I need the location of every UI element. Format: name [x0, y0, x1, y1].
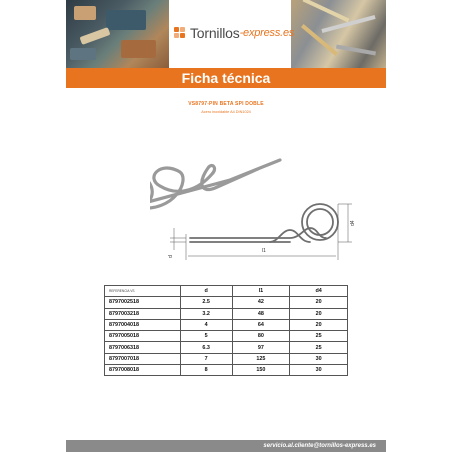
- pin-upper-view: [150, 160, 280, 208]
- table-row: [105, 342, 348, 353]
- cell-reference: 8797003218: [105, 308, 181, 319]
- column-header-d: d: [180, 286, 232, 297]
- header-photo-tools: [66, 0, 169, 68]
- dimension-l1-label: l1: [262, 248, 266, 254]
- technical-drawing: [150, 130, 360, 270]
- table-row: [105, 319, 348, 330]
- cell-reference: 8797005018: [105, 331, 181, 342]
- cell-d: 4: [180, 319, 232, 330]
- cell-d4: 20: [290, 319, 348, 330]
- product-material: Acero inoxidable A4 DIN1024: [201, 110, 251, 114]
- table-row: [105, 353, 348, 364]
- brand-logo: [174, 24, 294, 42]
- cell-reference: 8797004018: [105, 319, 181, 330]
- cell-d: 3.2: [180, 308, 232, 319]
- cell-d4: 25: [290, 331, 348, 342]
- cell-l1: 150: [232, 365, 290, 376]
- header-photo-screws: [291, 0, 386, 68]
- column-header-d4: d4: [290, 286, 348, 297]
- footer-email-link[interactable]: servicio.al.cliente@tornillos-express.es: [263, 443, 376, 449]
- table-row: [105, 297, 348, 308]
- cell-l1: 80: [232, 331, 290, 342]
- cell-l1: 42: [232, 297, 290, 308]
- table-row: [105, 331, 348, 342]
- column-header-reference: REFERENCIA VS: [105, 286, 181, 297]
- cell-d4: 30: [290, 365, 348, 376]
- brand-domain: -express.es: [239, 27, 295, 39]
- dimension-d4-label: d4: [350, 220, 356, 226]
- dimension-d-label: d: [168, 255, 174, 258]
- cell-l1: 64: [232, 319, 290, 330]
- cell-reference: 8797007018: [105, 353, 181, 364]
- cell-d4: 20: [290, 308, 348, 319]
- cell-d: 2.5: [180, 297, 232, 308]
- title-banner: [66, 68, 386, 88]
- dimension-lines: [170, 204, 352, 260]
- cell-d: 5: [180, 331, 232, 342]
- page-title: Ficha técnica: [181, 70, 271, 86]
- table-header-row: [105, 286, 348, 297]
- cell-l1: 125: [232, 353, 290, 364]
- cell-d4: 25: [290, 342, 348, 353]
- cell-d: 6.3: [180, 342, 232, 353]
- brand-name: Tornillos: [190, 25, 240, 41]
- brand-mark-icon: [174, 27, 186, 39]
- cell-d4: 20: [290, 297, 348, 308]
- cell-reference: 8797008018: [105, 365, 181, 376]
- column-header-l1: l1: [232, 286, 290, 297]
- table-row: [105, 308, 348, 319]
- pin-lower-view: [190, 204, 338, 242]
- product-title: VS8797-PIN BETA SPI DOBLE: [188, 101, 264, 107]
- table-row: [105, 365, 348, 376]
- spec-table: [104, 285, 348, 376]
- cell-reference: 8797006318: [105, 342, 181, 353]
- cell-d: 7: [180, 353, 232, 364]
- cell-reference: 8797002518: [105, 297, 181, 308]
- cell-d4: 30: [290, 353, 348, 364]
- cell-l1: 48: [232, 308, 290, 319]
- footer-bar: [66, 440, 386, 452]
- cell-l1: 97: [232, 342, 290, 353]
- cell-d: 8: [180, 365, 232, 376]
